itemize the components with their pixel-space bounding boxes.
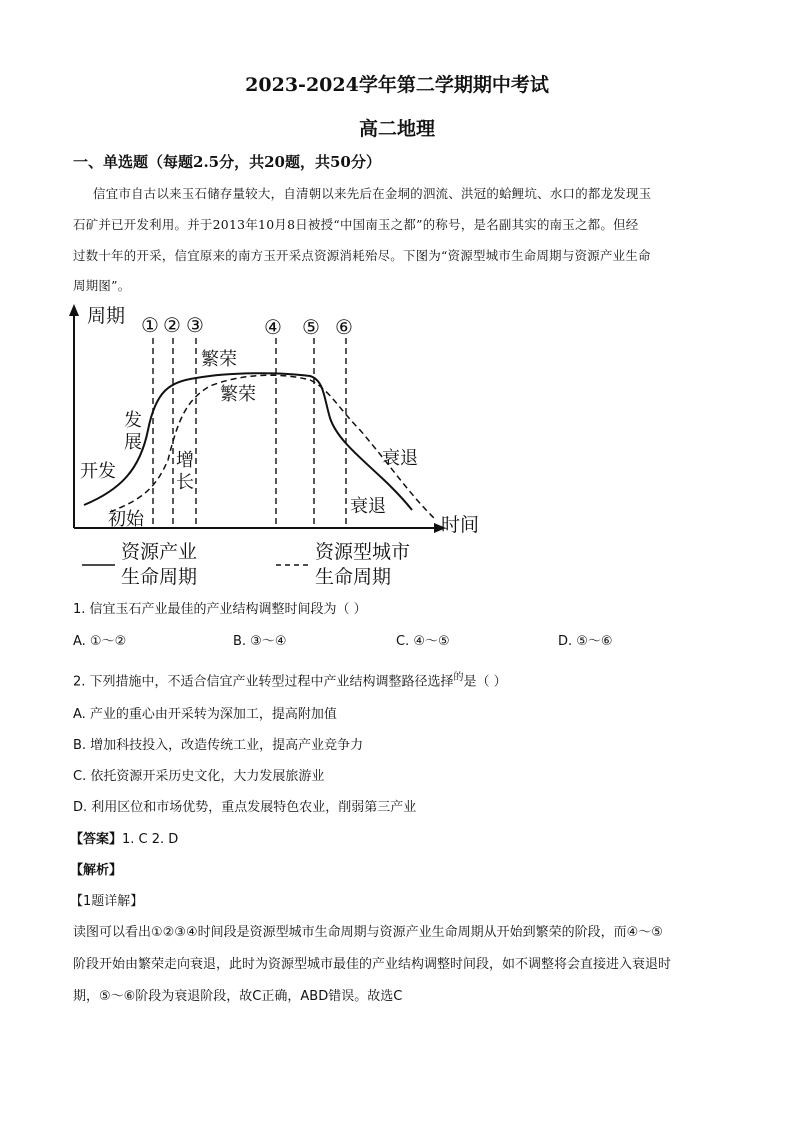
answer-label: 【答案】	[70, 832, 123, 847]
detail-label: 【1题详解】	[70, 894, 144, 909]
label-dashed-prosper: 繁荣	[220, 384, 256, 405]
marker-5: ⑤	[302, 315, 320, 339]
passage-line: 信宜市自古以来玉石储存量较大，自清朝以来先后在金垌的泗流、洪冠的蛤鲤坑、水口的都龙发现玉	[93, 186, 652, 201]
analysis-line: 读图可以看出①②③④时间段是资源型城市生命周期与资源产业生命周期从开始到繁荣的阶段，而④～⑤	[73, 925, 663, 940]
label-grow-1: 增	[176, 450, 194, 471]
y-axis-label: 周期	[87, 305, 126, 327]
q2-stem-super: 的	[453, 672, 464, 683]
analysis-label: 【解析】	[70, 863, 123, 878]
q2-option-b: B. 增加科技投入，改造传统工业，提高产业竞争力	[73, 738, 364, 753]
label-solid-prosper: 繁荣	[201, 349, 237, 370]
legend-dashed-label-2: 生命周期	[315, 566, 392, 588]
legend-dashed-label-1: 资源型城市	[315, 541, 411, 563]
label-initial: 初始	[108, 509, 144, 530]
legend-solid-label-1: 资源产业	[121, 541, 198, 563]
label-open: 开发	[80, 461, 116, 482]
analysis-line: 期，⑤～⑥阶段为衰退阶段，故C正确，ABD错误。故选C	[73, 989, 403, 1004]
marker-lines	[153, 338, 346, 528]
y-axis-arrow	[69, 304, 79, 316]
q1-option-b: B. ③～④	[233, 634, 287, 649]
q1-option-d: D. ⑤～⑥	[558, 634, 613, 649]
marker-6: ⑥	[335, 315, 353, 339]
marker-2: ②	[163, 313, 181, 337]
passage-line: 石矿并已开发利用。并于2013年10月8日被授“中国南玉之都”的称号，是名副其实的南玉之都。但经	[73, 217, 639, 232]
q1-option-a: A. ①～②	[73, 634, 127, 649]
q2-option-c: C. 依托资源开采历史文化，大力发展旅游业	[73, 769, 325, 784]
section-heading: 一、单选题（每题2.5分，共20题，共50分）	[73, 153, 381, 171]
marker-3: ③	[186, 313, 204, 337]
subject-title: 高二地理	[358, 118, 435, 140]
label-grow-2: 长	[176, 472, 194, 493]
q2-option-d: D. 利用区位和市场优势，重点发展特色农业，削弱第三产业	[73, 800, 417, 815]
q2-stem-end: 是（ ）	[463, 674, 507, 690]
x-axis-label: 时间	[441, 514, 480, 536]
answer-line	[70, 828, 178, 847]
life-cycle-diagram	[60, 300, 500, 592]
passage-line: 过数十年的开采，信宜原来的南方玉开采点资源消耗殆尽。下图为“资源型城市生命周期与资源产业生命	[73, 248, 651, 263]
exam-title: 2023-2024学年第二学期期中考试	[245, 74, 549, 96]
question-1-stem: 1. 信宜玉石产业最佳的产业结构调整时间段为（ ）	[73, 602, 367, 617]
question-2-stem	[73, 668, 507, 689]
marker-4: ④	[264, 315, 282, 339]
q1-option-c: C. ④～⑤	[396, 634, 450, 649]
q2-option-a: A. 产业的重心由开采转为深加工，提高附加值	[73, 707, 337, 722]
marker-1: ①	[141, 313, 159, 337]
label-solid-decline: 衰退	[350, 496, 386, 517]
legend-solid-label-2: 生命周期	[121, 566, 198, 588]
label-develop-2: 展	[124, 432, 142, 453]
q2-stem-text: 2. 下列措施中，不适合信宜产业转型过程中产业结构调整路径选择	[73, 674, 454, 690]
passage-line: 周期图”。	[73, 278, 131, 293]
analysis-line: 阶段开始由繁荣走向衰退，此时为资源型城市最佳的产业结构调整时间段，如不调整将会直接进入衰退时	[73, 957, 672, 972]
label-develop-1: 发	[124, 410, 142, 431]
label-dashed-decline: 衰退	[382, 448, 418, 469]
answer-text: 1. C 2. D	[122, 832, 179, 847]
